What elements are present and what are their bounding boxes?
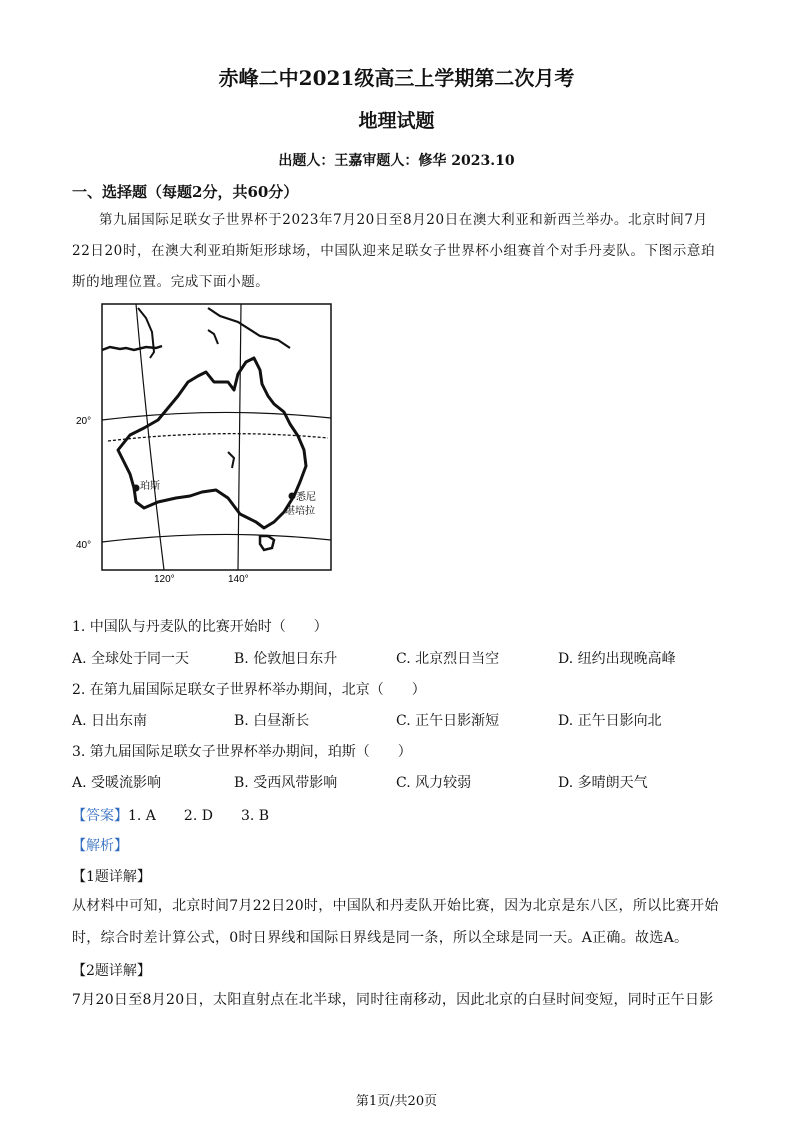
section-heading: 一、选择题（每题2分，共60分） — [72, 183, 299, 201]
page-footer: 第1页/共20页 — [355, 1094, 438, 1109]
latitude-20-label: 20° — [76, 416, 92, 427]
question-1-stem: 1. 中国队与丹麦队的比赛开始时（ ） — [72, 619, 328, 635]
detail-1-text: 从材料中可知，北京时间7月22日20时，中国队和丹麦队开始比赛，因为北京是东八区，所以比赛开始时，综合时差计算公式，0时日界线和国际日界线是同一条，所以全球是同一天。A正确。故选A。 — [72, 898, 719, 946]
map-frame — [102, 304, 331, 570]
question-2-option-d[interactable]: D. 正午日影向北 — [558, 713, 662, 729]
question-3-option-a[interactable]: A. 受暖流影响 — [72, 775, 162, 791]
analysis-label: 【解析】 — [72, 838, 128, 854]
question-3-option-d[interactable]: D. 多晴朗天气 — [558, 775, 648, 791]
tasmania-outline — [260, 536, 274, 550]
tropic-line — [108, 434, 328, 441]
longitude-140-label: 140° — [228, 574, 249, 585]
question-1-option-b[interactable]: B. 伦敦旭日东升 — [234, 651, 338, 667]
gulf-outline — [228, 452, 234, 468]
exam-subtitle: 地理试题 — [358, 110, 435, 132]
canberra-label: 堪培拉 — [285, 506, 315, 517]
sydney-marker — [289, 493, 296, 500]
island-outline — [208, 330, 218, 344]
question-1-option-a[interactable]: A. 全球处于同一天 — [72, 651, 190, 667]
detail-2-text: 7月20日至8月20日，太阳直射点在北半球，同时往南移动，因此北京的白昼时间变短，同时正午日影 — [72, 992, 714, 1008]
question-3-option-c[interactable]: C. 风力较弱 — [396, 775, 472, 791]
question-3-option-b[interactable]: B. 受西风带影响 — [234, 775, 338, 791]
exam-authors: 出题人：王嘉审题人：修华 2023.10 — [278, 153, 515, 169]
detail-2-heading: 【2题详解】 — [72, 963, 151, 979]
question-3-stem: 3. 第九届国际足联女子世界杯举办期间，珀斯（ ） — [72, 744, 412, 760]
answer-values: 1. A 2. D 3. B — [128, 808, 270, 824]
latitude-20-line — [102, 412, 331, 420]
question-2-option-b[interactable]: B. 白昼渐长 — [234, 713, 310, 729]
longitude-140-line — [238, 304, 241, 570]
question-intro: 第九届国际足联女子世界杯于2023年7月20日至8月20日在澳大利亚和新西兰举办。北京时间7月22日20时，在澳大利亚珀斯矩形球场，中国队迎来足联女子世界杯小组赛首个对手丹麦队。下图示意珀斯的地理位置。完成下面小题。 — [72, 212, 716, 290]
perth-label: 珀斯 — [140, 481, 160, 492]
answer-label: 【答案】 — [72, 808, 128, 824]
answer-line — [72, 805, 269, 825]
perth-marker — [133, 485, 140, 492]
sydney-label: 悉尼 — [296, 492, 316, 503]
question-1-option-d[interactable]: D. 纽约出现晚高峰 — [558, 651, 676, 667]
question-2-option-a[interactable]: A. 日出东南 — [72, 713, 148, 729]
question-2-option-c[interactable]: C. 正午日影渐短 — [396, 713, 500, 729]
question-2-stem: 2. 在第九届国际足联女子世界杯举办期间，北京（ ） — [72, 682, 426, 698]
question-1-option-c[interactable]: C. 北京烈日当空 — [396, 651, 500, 667]
exam-title: 赤峰二中2021级高三上学期第二次月考 — [218, 66, 575, 90]
australia-outline — [118, 358, 306, 528]
latitude-40-line — [102, 534, 331, 542]
longitude-120-label: 120° — [154, 574, 175, 585]
perth-location-map — [78, 300, 338, 590]
latitude-40-label: 40° — [76, 540, 92, 551]
detail-1-heading: 【1题详解】 — [72, 869, 151, 885]
new-guinea-outline — [208, 308, 290, 348]
